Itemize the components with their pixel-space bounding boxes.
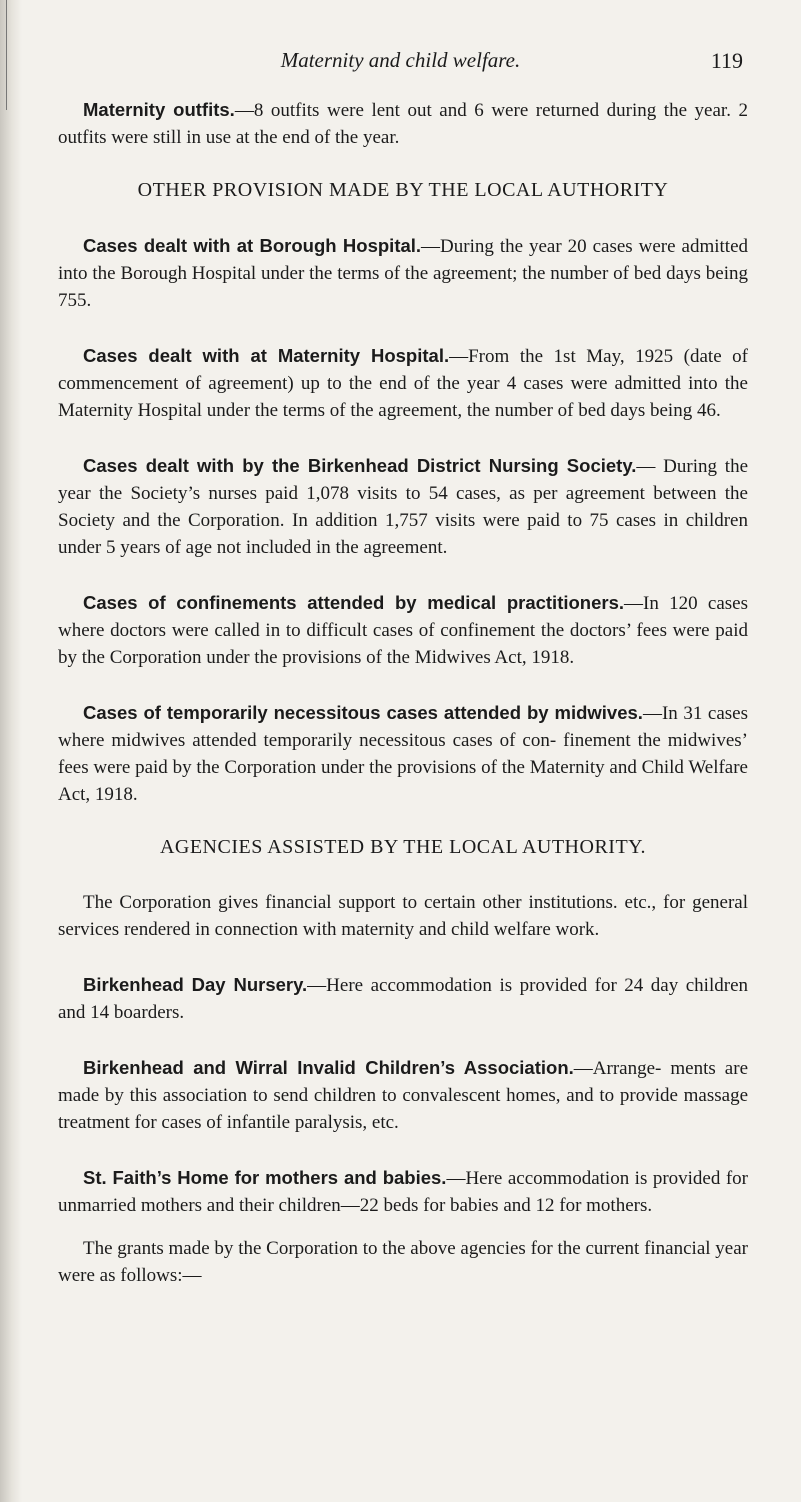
page-number: 119 [710,48,743,73]
paragraph-lead: Cases dealt with at Maternity Hospital. [83,345,450,366]
running-title: Maternity and child welfare. [280,48,521,72]
paragraph-lead: Maternity outfits. [83,99,235,120]
paragraph-text: —Here accommodation is provided for unmarried mothers and their children—22 beds for babies and 12 for mothers. [58,1168,748,1216]
page-edge-shadow [0,0,22,1502]
paragraph-text: —Arrange- ments are made by this association to send children to convalescent homes, and to provide massage treatment for cases of infantile paralysis, etc. [58,1058,748,1133]
paragraph-text: —From the 1st May, 1925 (date of commencement of agreement) up to the end of the year 4 cases were admitted into the Maternity Hospital under the terms of the agreement, the number of bed days being 46. [58,346,748,421]
paragraph-text: —During the year 20 cases were admitted into the Borough Hospital under the terms of the agreement; the number of bed days being 755. [58,236,748,311]
paragraph-lead: Cases of confinements attended by medical practitioners. [83,592,625,613]
paragraph-borough-hospital [58,232,748,314]
paragraph-lead: Birkenhead and Wirral Invalid Children’s Association. [83,1057,574,1078]
paragraph-st-faiths [58,1164,748,1219]
paragraph-medical-practitioners [58,589,748,671]
section-heading-other-provision: OTHER PROVISION MADE BY THE LOCAL AUTHORITY [137,179,669,201]
paragraph-text: —In 31 cases where midwives attended temporarily necessitous cases of con- finement the midwives’ fees were paid by the Corporation under the provisions of the Maternity and Child Welfare Act, 1918. [58,703,748,805]
paragraph-midwives [58,699,748,808]
paragraph-lead: Cases of temporarily necessitous cases attended by midwives. [83,702,643,723]
page-body [58,96,748,1317]
paragraph-invalid-children [58,1054,748,1136]
paragraph-nursing-society [58,452,748,561]
paragraph-day-nursery [58,971,748,1026]
paragraph-grants [58,1235,748,1289]
paragraph-corporation-support [58,889,748,943]
paragraph-maternity-outfits [58,96,748,151]
paragraph-lead: Cases dealt with by the Birkenhead District Nursing Society. [83,455,637,476]
paragraph-text: —In 120 cases where doctors were called in to difficult cases of confinement the doctors’ fees were paid by the Corporation under the provisions of the Midwives Act, 1918. [58,593,749,668]
paragraph-lead: St. Faith’s Home for mothers and babies. [83,1167,447,1188]
paragraph-lead: Cases dealt with at Borough Hospital. [83,235,422,256]
paragraph-text: The grants made by the Corporation to the above agencies for the current financial year were as follows:— [58,1238,748,1286]
paragraph-maternity-hospital [58,342,748,424]
paragraph-lead: Birkenhead Day Nursery. [83,974,308,995]
paragraph-text: The Corporation gives financial support to certain other institutions. etc., for general services rendered in connection with maternity and child welfare work. [58,892,748,940]
paragraph-text: — During the year the Society’s nurses paid 1,078 visits to 54 cases, as per agreement between the Society and the Corporation. In addition 1,757 visits were paid to 75 cases in children under 5 years of age not included in the agreement. [58,456,748,558]
section-heading-agencies-assisted: AGENCIES ASSISTED BY THE LOCAL AUTHORITY. [159,836,647,858]
paragraph-text: —Here accommodation is provided for 24 day children and 14 boarders. [58,975,748,1023]
paragraph-text: —8 outfits were lent out and 6 were returned during the year. 2 outfits were still in use at the end of the year. [58,100,748,148]
running-head [0,48,801,78]
